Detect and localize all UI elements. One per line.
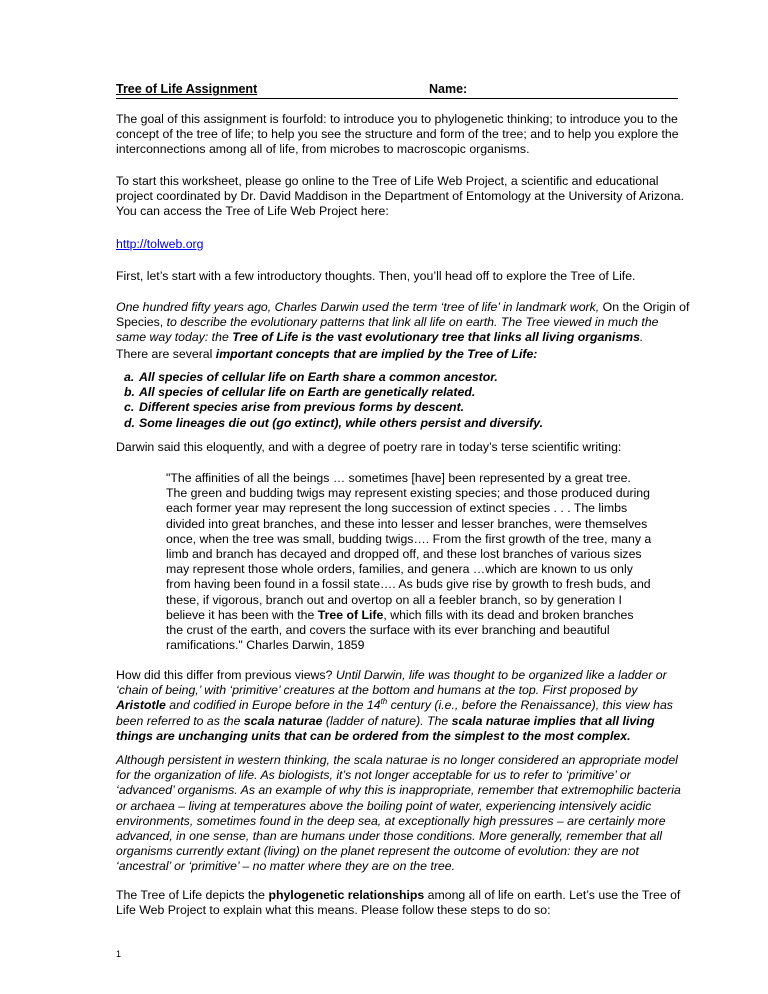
page-number: 1 bbox=[116, 949, 122, 959]
persistent-line: ‘advanced’ organisms. As an example of why this is inappropriate, remember that extremophilic bacteria bbox=[116, 783, 681, 798]
list-text: Different species arise from previous forms by descent. bbox=[139, 400, 465, 415]
list-text: All species of cellular life on Earth share a common ancestor. bbox=[139, 370, 498, 384]
previous-text: century (i.e., before the Renaissance), this view has bbox=[387, 698, 673, 713]
quote-line: believe it has been with the bbox=[166, 607, 318, 622]
quote-line: the crust of the earth, and covers the surface with its ever branching and beautiful bbox=[166, 623, 610, 638]
darwin-said-paragraph bbox=[116, 440, 686, 455]
persistent-line: ‘ancestral’ or ‘primitive’ – no matter where they are on the tree. bbox=[116, 859, 456, 874]
quote-line: these, if vigorous, branch out and overtop on all a feebler branch, so by generation I bbox=[166, 592, 622, 607]
quote-line: each former year may represent the long succession of extinct species . . . The limbs bbox=[166, 501, 628, 516]
quote-line: ramifications." Charles Darwin, 1859 bbox=[166, 638, 365, 653]
previous-views-paragraph bbox=[116, 668, 686, 744]
scala-implication: things are unchanging units that can be ordered from the simplest to the most complex. bbox=[116, 728, 631, 743]
century-suffix: th bbox=[380, 697, 388, 707]
quote-line: limb and branch has decayed and dropped off, and these lost branches of various sizes bbox=[166, 547, 642, 562]
depicts-text: among all of life on earth. Let’s use the Tree of bbox=[424, 888, 681, 902]
assignment-header bbox=[116, 82, 678, 99]
list-marker: d. bbox=[124, 415, 135, 430]
list-item bbox=[116, 385, 686, 400]
first-lets-paragraph bbox=[116, 269, 686, 284]
quote-emphasis: Tree of Life bbox=[317, 607, 384, 622]
list-item bbox=[116, 416, 686, 431]
darwin-paragraph bbox=[116, 300, 690, 346]
list-item bbox=[116, 370, 686, 385]
persistent-line: or archaea – living at temperatures above the boiling point of water, experiencing intensively acidic bbox=[116, 798, 652, 813]
first-lets-text: First, let’s start with a few introductory thoughts. Then, you’ll head off to explore the Tree of Life. bbox=[116, 269, 636, 283]
darwin-text: to describe the evolutionary patterns that link all life on earth. The Tree viewed in much the bbox=[163, 315, 659, 330]
concepts-intro-text: There are several bbox=[116, 347, 216, 361]
intro-paragraph bbox=[116, 112, 686, 158]
link-paragraph bbox=[116, 237, 686, 252]
tree-definition: Tree of Life is the vast evolutionary tree that links all living organisms bbox=[232, 330, 640, 345]
intro-line: concept of the tree of life; to help you see the structure and form of the tree; and to help you explore the bbox=[116, 127, 679, 142]
darwin-text: One hundred fifty years ago, Charles Darwin used the term ‘tree of life’ in landmark work, bbox=[116, 300, 600, 314]
previous-text: ‘chain of being,’ with ‘primitive’ creatures at the bottom and humans at the top. First proposed by bbox=[116, 683, 638, 698]
previous-text: (ladder of nature). The bbox=[322, 713, 452, 728]
darwin-said-text: Darwin said this eloquently, and with a degree of poetry rare in today’s terse scientific writing: bbox=[116, 440, 622, 454]
darwin-text: . bbox=[639, 330, 644, 345]
start-line: You can access the Tree of Life Web Project here: bbox=[116, 204, 389, 219]
book-title: On the Origin of bbox=[599, 300, 690, 314]
persistent-paragraph bbox=[116, 753, 686, 875]
concepts-intro-emphasis: important concepts that are implied by the Tree of Life: bbox=[215, 347, 538, 361]
start-line: project coordinated by Dr. David Maddison in the Department of Entomology at the University of Arizona. bbox=[116, 189, 684, 204]
aristotle: Aristotle bbox=[116, 698, 166, 713]
concepts-list bbox=[116, 370, 686, 431]
name-label: Name: bbox=[429, 82, 468, 96]
list-marker: a. bbox=[124, 370, 135, 384]
previous-text: Until Darwin, life was thought to be organized like a ladder or bbox=[335, 668, 667, 682]
darwin-text: same way today: the bbox=[116, 330, 233, 345]
quote-line: from having been found in a fossil state…. As buds give rise by growth to fresh buds, and bbox=[166, 577, 651, 592]
depicts-paragraph bbox=[116, 888, 686, 918]
phylogenetic-relationships: phylogenetic relationships bbox=[268, 888, 425, 902]
intro-line: The goal of this assignment is fourfold: to introduce you to phylogenetic thinking; to introduce you to the bbox=[116, 112, 678, 126]
start-line: To start this worksheet, please go online to the Tree of Life Web Project, a scientific and educational bbox=[116, 174, 659, 188]
previous-text: How did this differ from previous views? bbox=[116, 668, 336, 682]
persistent-line: advanced, in one sense, than are humans under those conditions. More generally, remember that all bbox=[116, 829, 662, 844]
concepts-intro bbox=[116, 347, 686, 362]
persistent-line: environments, sometimes found in the deep sea, at exceptionally high pressures – are certainly more bbox=[116, 813, 666, 828]
book-title: Species, bbox=[116, 315, 164, 330]
previous-text: been referred to as the bbox=[116, 713, 244, 728]
list-text: Some lineages die out (go extinct), while others persist and diversify. bbox=[139, 415, 544, 430]
list-text: All species of cellular life on Earth are genetically related. bbox=[139, 385, 476, 400]
quote-line: may represent those whole orders, families, and genera …which are known to us only bbox=[166, 562, 633, 577]
start-paragraph bbox=[116, 174, 686, 220]
assignment-title: Tree of Life Assignment bbox=[116, 82, 258, 96]
previous-text: and codified in Europe before in the 14 bbox=[165, 698, 381, 713]
quote-line: , which fills with its dead and broken branches bbox=[383, 607, 634, 622]
depicts-text: The Tree of Life depicts the bbox=[116, 888, 269, 902]
intro-line: interconnections among all of life, from microbes to macroscopic organisms. bbox=[116, 142, 530, 157]
quote-line: divided into great branches, and these into lesser and lesser branches, were themselves bbox=[166, 516, 648, 531]
scala-implication: scala naturae implies that all living bbox=[451, 713, 655, 728]
quote-line: once, when the tree was small, budding twigs…. From the first growth of the tree, many a bbox=[166, 531, 652, 546]
quote-line: The green and budding twigs may represent existing species; and those produced during bbox=[166, 486, 650, 501]
depicts-text: Life Web Project to explain what this means. Please follow these steps to do so: bbox=[116, 903, 551, 918]
tolweb-link[interactable]: http://tolweb.org bbox=[116, 237, 204, 251]
list-item bbox=[116, 400, 686, 415]
list-marker: b. bbox=[124, 385, 135, 400]
persistent-line: Although persistent in western thinking, the scala naturae is no longer considered an appropriate model bbox=[116, 753, 678, 767]
persistent-line: for the organization of life. As biologists, it’s not longer acceptable for us to refer to ‘primitive’ or bbox=[116, 768, 631, 783]
darwin-quote bbox=[166, 471, 686, 653]
persistent-line: organisms currently extant (living) on the planet represent the outcome of evolution: they are not bbox=[116, 844, 639, 859]
list-marker: c. bbox=[124, 400, 135, 415]
quote-line: "The affinities of all the beings … sometimes [have] been represented by a great tree. bbox=[166, 471, 631, 485]
scala-naturae: scala naturae bbox=[243, 713, 323, 728]
